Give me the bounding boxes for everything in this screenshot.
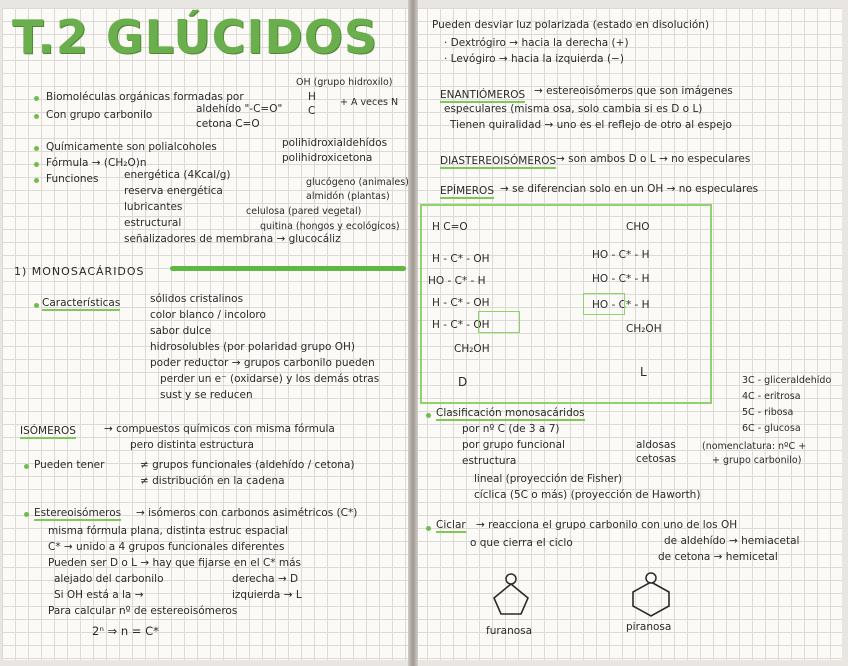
text-line: · Dextrógiro → hacia la derecha (+) [444,37,629,49]
text-line: (nomenclatura: nºC + [702,441,807,452]
text-line: ≠ grupos funcionales (aldehído / cetona) [140,459,355,471]
text-line: estructural [124,217,182,229]
text-line: celulosa (pared vegetal) [246,206,362,217]
subsection-heading: DIASTEREOISÓMEROS [440,155,557,167]
fischer-line: HO - C* - H [592,249,650,261]
fischer-line: HO - C* - H [592,299,650,311]
bullet-icon [426,413,431,418]
text-line: Químicamente son polialcoholes [46,141,217,153]
text-line: reserva energética [124,185,223,197]
text-line: alejado del carbonilo [54,573,164,585]
text-line: polihidroxicetona [282,152,373,164]
bullet-icon [34,162,39,167]
highlight-box [583,293,625,315]
text-line: → compuestos químicos con misma fórmula [104,423,335,435]
text-line: sabor dulce [150,325,212,337]
text-line: Pueden desviar luz polarizada (estado en disolución) [432,19,710,31]
bullet-icon [24,512,29,517]
text-line: estructura [462,455,517,467]
text-line: cíclica (5C o más) (proyección de Haworth) [474,489,701,501]
notebook-spine [408,0,418,666]
text-line: cetona C=O [196,118,260,130]
text-line: sólidos cristalinos [150,293,244,305]
text-line: pero distinta estructura [130,439,254,451]
text-line: C* → unido a 4 grupos funcionales diferentes [48,541,285,553]
text-line: Funciones [46,173,99,185]
bullet-icon [34,114,39,119]
text-line: o que cierra el ciclo [470,537,573,549]
text-line: Fórmula → (CH₂O)n [46,157,147,169]
text-line: glucógeno (animales) [306,177,409,188]
text-line: Para calcular nº de estereoisómeros [48,605,238,617]
text-line: derecha → D [232,573,299,585]
text-line: lineal (proyección de Fisher) [474,473,623,485]
text-line: de cetona → hemicetal [658,551,778,563]
bullet-icon [24,464,29,469]
fischer-label: D [458,375,468,389]
text-line: Pueden ser D o L → hay que fijarse en el C* más [48,557,301,569]
text-line: H [308,91,316,103]
ring-label: piranosa [626,621,672,633]
subsection-heading: Estereoisómeros [34,507,122,519]
text-line: misma fórmula plana, distinta estruc espacial [48,525,289,537]
text-line: Con grupo carbonilo [46,109,153,121]
text-line: polihidroxialdehídos [282,137,388,149]
highlight-box [478,311,520,333]
text-line: de aldehído → hemiacetal [664,535,800,547]
text-line: + A veces N [340,97,399,108]
section-heading: 1) MONOSACÁRIDOS [14,265,145,278]
text-line: sust y se reducen [160,389,253,401]
text-line: quitina (hongos y ecológicos) [260,221,400,232]
text-line: poder reductor → grupos carbonilo pueden [150,357,375,369]
highlight-bar [170,266,406,271]
text-line: por nº C (de 3 a 7) [462,423,560,435]
bullet-icon [34,303,39,308]
text-line: → reacciona el grupo carbonilo con uno de los OH [476,519,738,531]
text-line: → son ambos D o L → no especulares [556,153,751,165]
text-line: señalizadores de membrana → glucocáliz [124,233,341,245]
text-line: cetosas [636,453,677,465]
fischer-line: H C=O [432,221,468,233]
text-line: por grupo funcional [462,439,565,451]
fischer-line: H - C* - OH [432,297,490,309]
pyranose-ring-icon [626,572,676,618]
text-line: energética (4Kcal/g) [124,169,231,181]
text-line: color blanco / incoloro [150,309,266,321]
text-line: ≠ distribución en la cadena [140,475,285,487]
formula: 2ⁿ ⇒ n = C* [92,624,159,638]
fischer-line: CH₂OH [626,323,662,335]
text-line: 3C - gliceraldehído [742,375,832,386]
fischer-line: HO - C* - H [428,275,486,287]
text-line: especulares (misma osa, solo cambia si es D o L) [444,103,703,115]
text-line: perder un e⁻ (oxidarse) y los demás otras [160,373,380,385]
fischer-line: HO - C* - H [592,273,650,285]
bullet-icon [426,526,431,531]
fischer-line: H - C* - OH [432,319,490,331]
subsection-heading: ENANTIÓMEROS [440,89,526,101]
text-line: 6C - glucosa [742,423,801,434]
text-line: Biomoléculas orgánicas formadas por [46,91,244,103]
text-line: C [308,105,316,117]
text-line: aldehído "-C=O" [196,103,283,115]
text-line: 5C - ribosa [742,407,794,418]
text-line: → isómeros con carbonos asimétricos (C*) [136,507,358,519]
subsection-heading: EPÍMEROS [440,185,494,197]
text-line: · Levógiro → hacia la izquierda (−) [444,53,624,65]
text-line: aldosas [636,439,676,451]
subsection-heading: ISÓMEROS [20,425,76,437]
text-line: → estereoisómeros que son imágenes [534,85,733,97]
ring-label: furanosa [486,625,533,637]
subsection-heading: Clasificación monosacáridos [436,407,585,419]
text-line: → se diferencian solo en un OH → no especulares [500,183,759,195]
fischer-line: CH₂OH [454,343,490,355]
text-line: lubricantes [124,201,183,213]
fischer-label: L [640,365,647,379]
text-line: almidón (plantas) [306,191,390,202]
bullet-icon [34,178,39,183]
text-line: Si OH está a la → [54,589,144,601]
fischer-line: CHO [626,221,650,233]
text-line: Tienen quiralidad → uno es el reflejo de otro al espejo [450,119,732,131]
page-title: T.2 GLÚCIDOS [12,10,378,64]
fischer-line: H - C* - OH [432,253,490,265]
subsection-heading: Características [42,297,121,309]
text-line: + grupo carbonilo) [712,455,802,466]
text-line: izquierda → L [232,589,302,601]
text-line: hidrosolubles (por polaridad grupo OH) [150,341,356,353]
subsection-heading: Ciclar [436,519,466,531]
text-line: OH (grupo hidroxilo) [296,77,393,88]
text-line: Pueden tener [34,459,105,471]
bullet-icon [34,96,39,101]
text-line: 4C - eritrosa [742,391,801,402]
bullet-icon [34,146,39,151]
furanose-ring-icon [488,572,534,618]
